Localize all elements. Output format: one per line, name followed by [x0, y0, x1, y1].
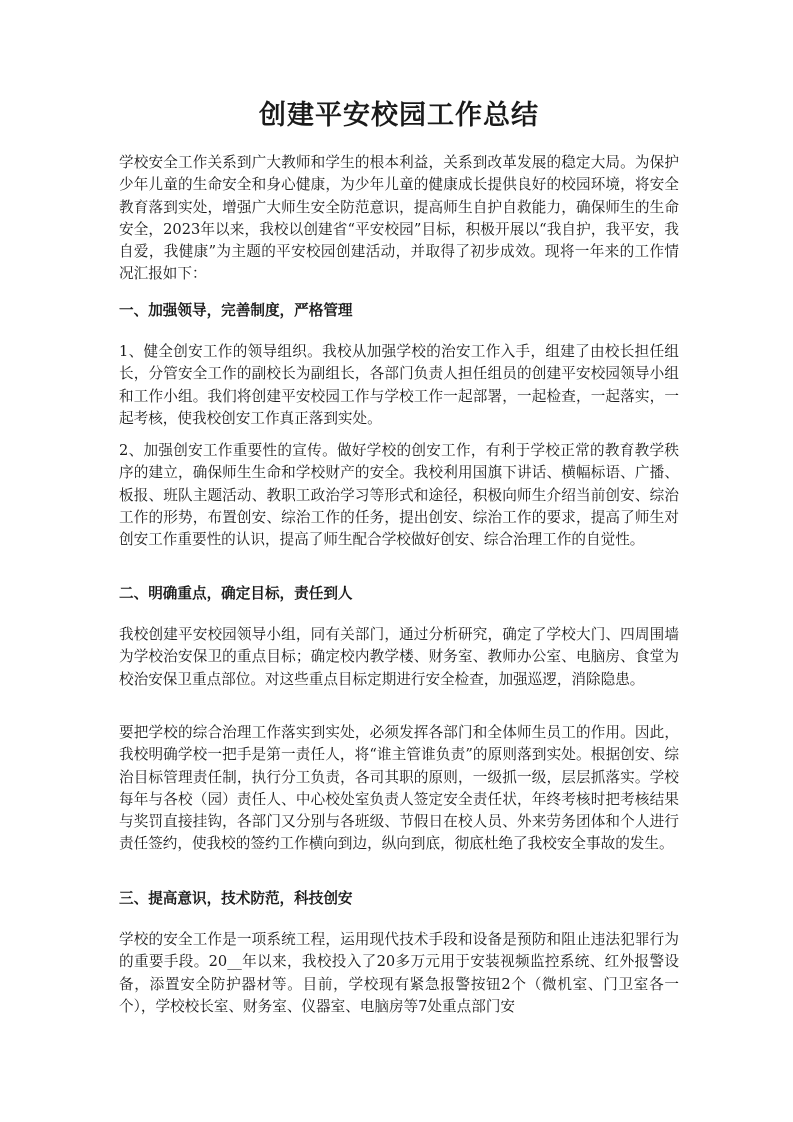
section-3-heading: 三、提高意识，技术防范，科技创安: [119, 890, 353, 907]
section-2-heading: 二、明确重点，确定目标，责任到人: [119, 585, 353, 602]
section-1-paragraph-2: 2、加强创安工作重要性的宣传。做好学校的创安工作，有利于学校正常的教育教学秩序的建立，确保师生生命和学校财产的安全。我校利用国旗下讲话、横幅标语、广播、板报、班队主题活动、教职工政治学习等形式和途径，积极向师生介绍当前创安、综治工作的形势，布置创安、综治工作的任务，提出创安、综治工作的要求，提高了师生对创安工作重要性的认识，提高了师生配合学校做好创安、综合治理工作的自觉性。: [119, 442, 679, 549]
section-2-paragraph-1: 我校创建平安校园领导小组，同有关部门，通过分析研究，确定了学校大门、四周围墙为学校治安保卫的重点目标；确定校内教学楼、财务室、教师办公室、电脑房、食堂为校治安保卫重点部位。对这些重点目标定期进行安全检查，加强巡逻，消除隐患。: [119, 626, 679, 688]
section-1-heading: 一、加强领导，完善制度，严格管理: [119, 302, 353, 319]
section-3-paragraph-1: 学校的安全工作是一项系统工程，运用现代技术手段和设备是预防和阻止违法犯罪行为的重要手段。20__年以来，我校投入了20多万元用于安装视频监控系统、红外报警设备，添置安全防护器材等。目前，学校现有紧急报警按钮2个（微机室、门卫室各一个），学校校长室、财务室、仪器室、电脑房等7处重点部门安: [119, 931, 679, 1015]
document-title: 创建平安校园工作总结: [259, 100, 539, 131]
section-1-paragraph-1: 1、健全创安工作的领导组织。我校从加强学校的治安工作入手，组建了由校长担任组长，分管安全工作的副校长为副组长，各部门负责人担任组员的创建平安校园领导小组和工作小组。我们将创建平安校园工作与学校工作一起部署，一起检查，一起落实，一起考核，使我校创安工作真正落到实处。: [119, 343, 679, 427]
section-2-paragraph-2: 要把学校的综合治理工作落实到实处，必须发挥各部门和全体师生员工的作用。因此，我校明确学校一把手是第一责任人，将“谁主管谁负责”的原则落到实处。根据创安、综治目标管理责任制，执行分工负责，各司其职的原则，一级抓一级，层层抓落实。学校每年与各校（园）责任人、中心校处室负责人签定安全责任状，年终考核时把考核结果与奖罚直接挂钩，各部门又分别与各班级、节假日在校人员、外来劳务团体和个人进行责任签约，使我校的签约工作横向到边，纵向到底，彻底杜绝了我校安全事故的发生。: [119, 724, 679, 853]
intro-paragraph: 学校安全工作关系到广大教师和学生的根本利益，关系到改革发展的稳定大局。为保护少年儿童的生命安全和身心健康，为少年儿童的健康成长提供良好的校园环境，将安全教育落到实处，增强广大师生安全防范意识，提高师生自护自救能力，确保师生的生命安全，2023年以来，我校以创建省“平安校园”目标，积极开展以“我自护，我平安，我自爱，我健康”为主题的平安校园创建活动，并取得了初步成效。现将一年来的工作情况汇报如下：: [119, 154, 679, 283]
